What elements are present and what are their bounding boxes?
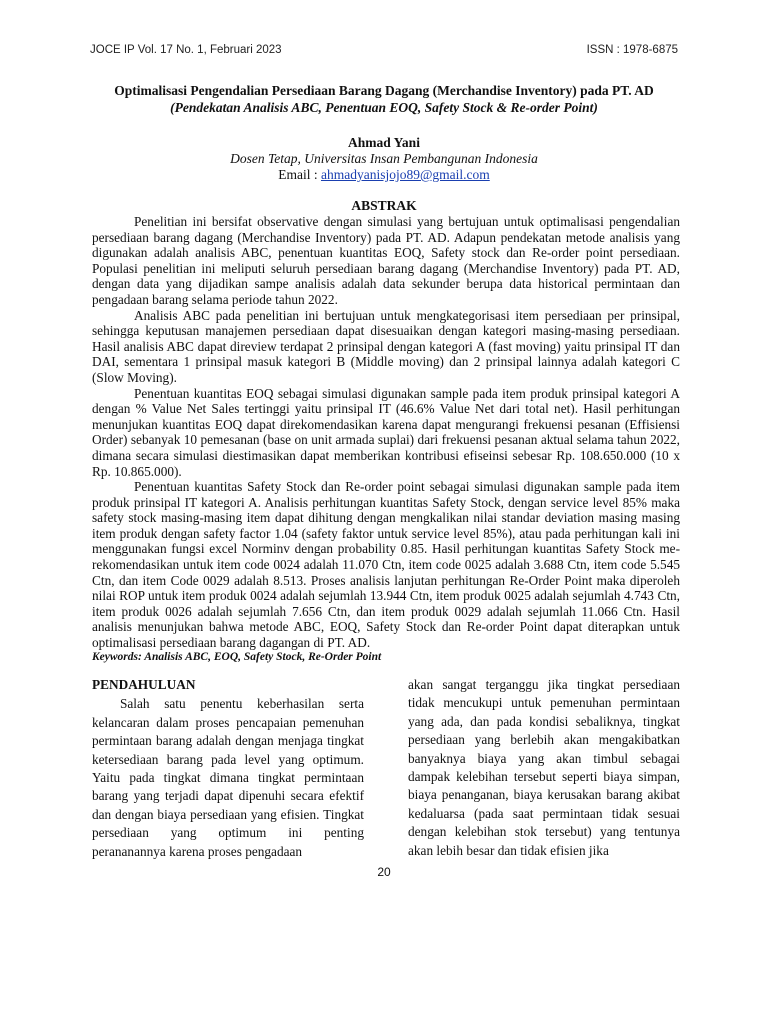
abstract-paragraph-1: Penelitian ini bersifat observative dengan simulasi yang bertujuan untuk optimalisasi pengendalian persediaan barang dagang (Merchandise Inventory) pada PT. AD. Adapun pendekatan metode analisis yang digunakan adalah analisis ABC, penentuan kuantitas EOQ, Safety stock dan Re-order point persediaan. Populasi penelitian ini meliputi seluruh persediaan barang dagang (Merchandise Inventory) pada PT. AD, dengan data yang dijadikan sampe analisis adalah data sekunder berupa data historical permintaan dan pengadaan barang selama periode tahun 2022. [92,214,680,307]
intro-left-text: Salah satu penentu keberhasilan serta kelancaran dalam proses pencapaian pemenuhan permintaan barang adalah dengan menjaga tingkat ketersediaan barang pada level yang optimum. Yaitu pada tingkat dimana tingkat permintaan barang yang terjadi dapat dipenuhi secara efektif dan dengan biaya persediaan yang efisien. Tingkat persediaan yang optimum ini penting perananannya karena proses pengadaan [92,696,364,859]
email-label: Email : [278,167,321,182]
running-header [90,44,678,56]
abstract-body [92,214,680,651]
abstract-heading: ABSTRAK [351,198,417,213]
email-link[interactable]: ahmadyanisjojo89@gmail.com [320,167,490,182]
author-email-line [90,167,678,183]
abstract-paragraph-2: Analisis ABC pada penelitian ini bertujuan untuk mengkategorisasi item persediaan per prinsipal, sehingga keputusan manajemen persediaan dapat disesuaikan dengan kategori masing-masing persediaan. Hasil analisis ABC dapat direview terdapat 2 prinsipal dengan kategori A (fast moving) yaitu prinsipal IT dan DAI, sementara 1 prinsipal masuk kategori B (Middle moving) dan 2 prinsipal lainnya adalah kategori C (Slow Moving). [92,307,680,385]
right-column [408,676,680,860]
author-name: Ahmad Yani [348,135,420,150]
intro-right-text: akan sangat terganggu jika tingkat persediaan tidak mencukupi untuk pemenuhan permintaan yang ada, dan pada kondisi sebaliknya, tingkat persediaan yang berlebih akan mengakibatkan banyaknya biaya yang akan timbul sebagai dampak kelebihan tersebut seperti biaya simpan, biaya penanganan, biaya kerusakan barang akibat kedaluarsa (pada saat permintaan tidak sesuai dengan kelebihan stok tersebut) yang tentunya akan lebih besar dan tidak efisien jika [408,677,680,858]
issn-info: ISSN : 1978-6875 [586,44,678,56]
title-line-2: (Pendekatan Analisis ABC, Penentuan EOQ, Safety Stock & Re-order Point) [170,100,598,115]
paper-title [90,82,678,116]
keywords: Keywords: Analisis ABC, EOQ, Safety Stock, Re-Order Point [92,651,382,663]
abstract-paragraph-4: Penentuan kuantitas Safety Stock dan Re-order point sebagai simulasi digunakan sample pada item produk prinsipal IT kategori A. Analisis perhitungan kuantitas Safety Stock, dengan service level 85% maka safety stock masing-masing item dapat dihitung dengan mengkalikan nilai standar deviation masing masing item produk dengan safety factor 1.04 (safety faktor untuk service level 85%), atau pada perhitungan kali ini menggunakan fungsi excel Norminv dengan probability 0.85. Hasil perhitungan kuantitas Safety Stock me-rekomendasikan untuk item code 0024 adalah 11.070 Ctn, item code 0025 adalah 3.688 Ctn, item code 5.545 Ctn, dan item Code 0029 adalah 8.513. Proses analisis lanjutan perhitungan Re-Order Point maka diperoleh nilai ROP untuk item produk 0024 adalah sejumlah 13.944 Ctn, item produk 0025 adalah sejumlah 4.743 Ctn, item produk 0026 adalah sejumlah 7.656 Ctn, dan item produk 0029 adalah sejumlah 11.066 Ctn. Hasil analisis menunjukan bahwa metode ABC, EOQ, Safety Stock dan Re-order Point dapat diterapkan untuk optimalisasi persediaan barang dagangan di PT. AD. [92,479,680,651]
title-line-1: Optimalisasi Pengendalian Persediaan Barang Dagang (Merchandise Inventory) pada PT. AD [114,83,654,98]
section-heading-pendahuluan: PENDAHULUAN [92,677,196,692]
author-affiliation: Dosen Tetap, Universitas Insan Pembangunan Indonesia [230,151,538,166]
left-column [92,676,364,861]
author-block [90,135,678,183]
journal-info: JOCE IP Vol. 17 No. 1, Februari 2023 [90,44,282,56]
abstract-paragraph-3: Penentuan kuantitas EOQ sebagai simulasi digunakan sample pada item produk prinsipal kategori A dengan % Value Net Sales tertinggi yaitu prinsipal IT (46.6% Value Net dari total net). Hasil perhitungan menunjukan kuantitas EOQ dapat direkomendasikan karena dapat mengurangi frekuensi pesanan (Effisiensi Order) sebanyak 10 pemesanan (base on unit armada suplai) dari frekuensi pesanan aktual selama tahun 2022, dimana secara simulasi diestimasikan dapat memberikan kontribusi efiseinsi sebesar Rp. 108.650.000 (10 x Rp. 10.865.000). [92,385,680,479]
page-number: 20 [377,865,391,879]
